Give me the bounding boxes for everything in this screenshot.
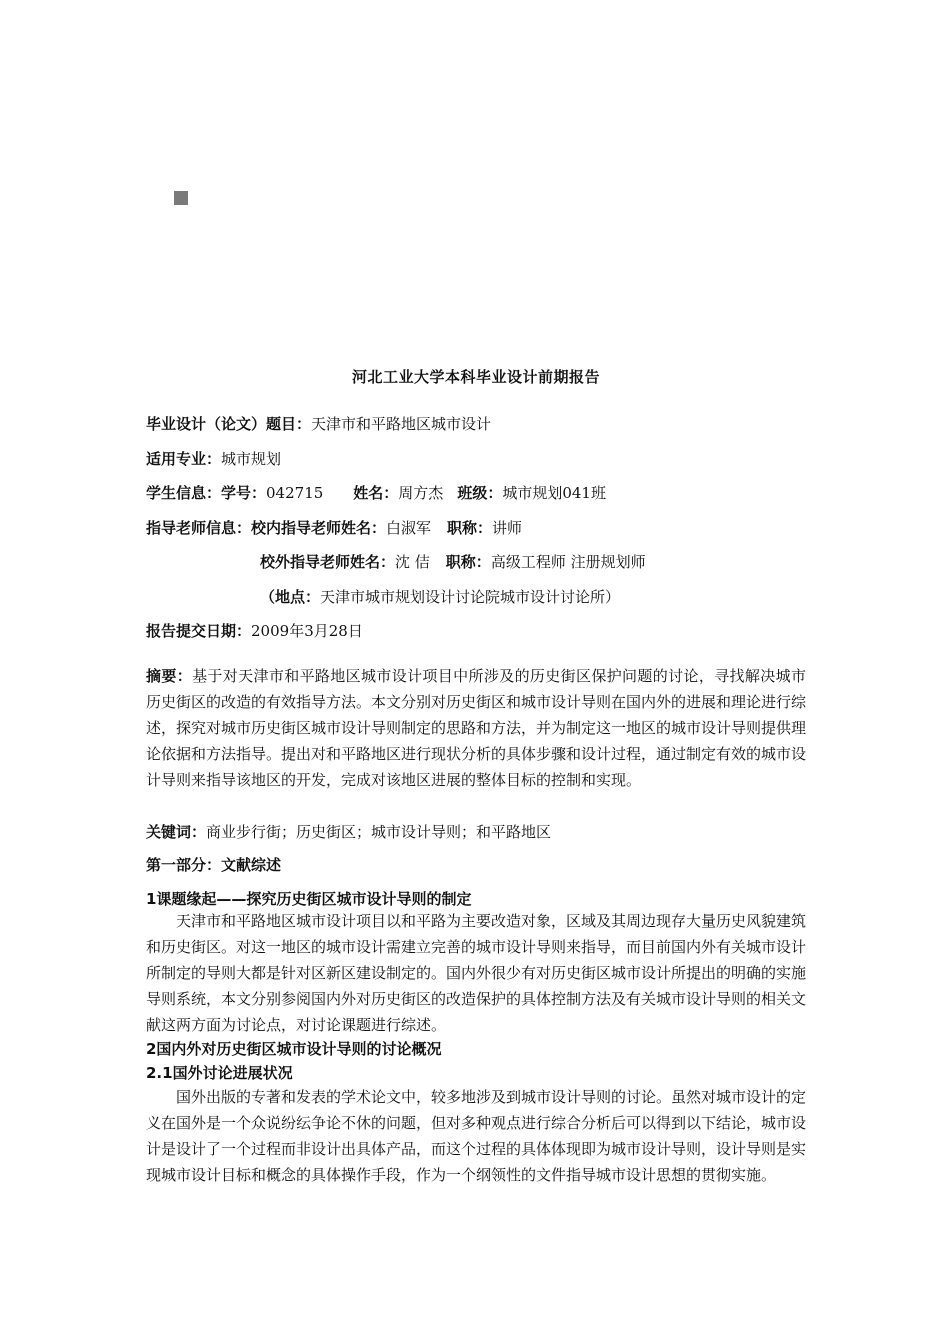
abstract-text: 基于对天津市和平路地区城市设计项目中所涉及的历史街区保护问题的讨论，寻找解决城市历史街区的改造的有效指导方法。本文分别对历史街区和城市设计导则在国内外的进展和理论进行综述，探究对城市历史街区城市设计导则制定的思路和方法，并为制定这一地区的城市设计导则提供理论依据和方法指导。提出对和平路地区进行现状分析的具体步骤和设计过程，通过制定有效的城市设计导则来指导该地区的开发，完成对该地区进展的整体目标的控制和实现。 xyxy=(146,667,807,789)
major-value: 城市规划 xyxy=(221,450,282,468)
advisor-outer-title: 高级工程师 注册规划师 xyxy=(490,553,646,571)
major-label: 适用专业： xyxy=(146,450,222,468)
advisor-inner-title: 讲师 xyxy=(492,519,523,537)
section-1-paragraph: 天津市和平路地区城市设计项目以和平路为主要改造对象，区域及其周边现存大量历史风貌建筑和历史街区。对这一地区的城市设计需建立完善的城市设计导则来指导，而目前国内外有关城市设计所制定的导则大都是针对区新区建设制定的。国内外很少有对历史街区城市设计所提出的明确的实施导则系统，本文分别参阅国内外对历史街区的改造保护的具体控制方法及有关城市设计导则的相关文献这两方面为讨论点，对讨论课题进行综述。 xyxy=(146,912,807,1034)
report-title: 河北工业大学本科毕业设计前期报告 xyxy=(351,368,600,386)
topic-row xyxy=(146,413,491,435)
class-label: 班级： xyxy=(457,484,503,502)
keywords-label: 关键词： xyxy=(146,823,207,841)
date-label: 报告提交日期： xyxy=(146,622,252,640)
class-value: 城市规划041班 xyxy=(502,484,606,502)
topic-label: 毕业设计（论文）题目： xyxy=(146,415,312,433)
advisor-inner-name: 白淑军 xyxy=(386,519,432,537)
part-one-heading: 第一部分：文献综述 xyxy=(146,856,282,874)
advisor-label: 指导老师信息：校内指导老师姓名： xyxy=(146,519,387,537)
location-label: （地点： xyxy=(260,588,321,606)
advisor-outer-title-label: 职称： xyxy=(445,553,491,571)
abstract-label: 摘要： xyxy=(146,667,193,685)
advisor-inner-row xyxy=(146,517,522,539)
date-value: 2009年3月28日 xyxy=(251,622,363,640)
keywords-row xyxy=(146,821,551,843)
date-row xyxy=(146,620,363,642)
name-value: 周方杰 xyxy=(398,484,444,502)
name-label: 姓名： xyxy=(353,484,399,502)
location-row xyxy=(260,586,620,608)
advisor-outer-label: 校外指导老师姓名： xyxy=(260,553,396,571)
keywords-text: 商业步行街；历史街区；城市设计导则；和平路地区 xyxy=(206,823,552,841)
section-2-1-paragraph: 国外出版的专著和发表的学术论文中，较多地涉及到城市设计导则的讨论。虽然对城市设计的定义在国外是一个众说纷纭争论不休的问题，但对多种观点进行综合分析后可以得到以下结论，城市设计是设计了一个过程而非设计出具体产品，而这个过程的具体体现即为城市设计导则，设计导则是实现城市设计目标和概念的具体操作手段，作为一个纲领性的文件指导城市设计思想的贯彻实施。 xyxy=(146,1088,807,1184)
location-value: 天津市城市规划设计讨论院城市设计讨论所） xyxy=(320,588,621,606)
abstract-paragraph xyxy=(146,663,806,793)
section-1-heading: 1课题缘起——探究历史街区城市设计导则的制定 xyxy=(146,890,472,908)
section-2-heading: 2国内外对历史街区城市设计导则的讨论概况 xyxy=(146,1040,442,1058)
student-row xyxy=(146,482,606,504)
major-row xyxy=(146,448,281,470)
student-label: 学生信息：学号： xyxy=(146,484,267,502)
topic-value: 天津市和平路地区城市设计 xyxy=(311,415,492,433)
student-id: 042715 xyxy=(266,484,324,502)
advisor-outer-row xyxy=(260,551,646,573)
bullet-marker-icon xyxy=(174,191,188,205)
advisor-outer-name: 沈 佶 xyxy=(395,553,430,571)
section-2-1-heading: 2.1国外讨论进展状况 xyxy=(146,1064,293,1082)
advisor-inner-title-label: 职称： xyxy=(447,519,493,537)
